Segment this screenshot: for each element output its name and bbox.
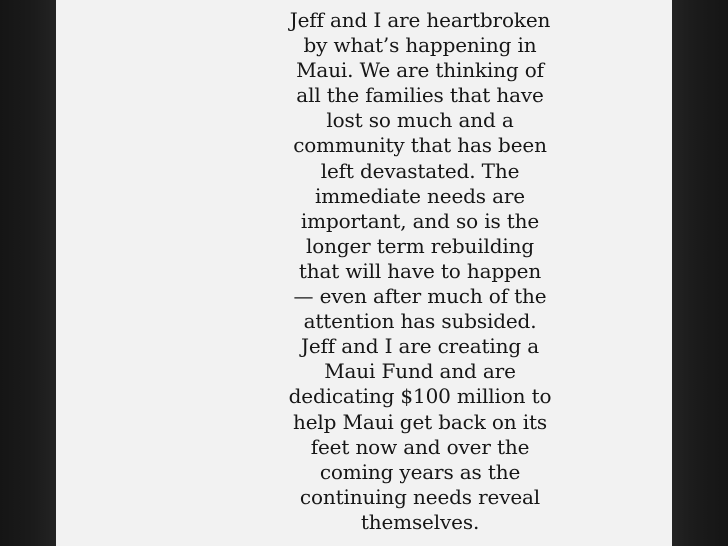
left-dark-border xyxy=(0,0,56,546)
statement-line-6: community that has been xyxy=(293,133,547,158)
statement-line-5: lost so much and a xyxy=(326,108,514,133)
statement-line-15: Maui Fund and are xyxy=(324,359,516,384)
statement-line-13: attention has subsided. xyxy=(303,309,537,334)
statement-line-19: coming years as the xyxy=(319,459,521,484)
statement-line-18: feet now and over the xyxy=(310,434,530,459)
statement-line-12: — even after much of the xyxy=(293,284,547,309)
statement-line-8: immediate needs are xyxy=(315,183,525,208)
statement-line-16: dedicating $100 million to xyxy=(288,384,552,409)
statement-line-21: themselves. xyxy=(360,509,480,534)
statement-line-14: Jeff and I are creating a xyxy=(300,334,540,359)
statement-line-3: Maui. We are thinking of xyxy=(296,58,544,83)
statement-line-17: help Maui get back on its xyxy=(293,409,547,434)
statement-text xyxy=(288,8,552,535)
statement-line-1: Jeff and I are heartbroken xyxy=(289,8,551,32)
right-dark-border xyxy=(672,0,728,546)
statement-panel xyxy=(56,0,672,546)
statement-line-10: longer term rebuilding xyxy=(305,233,535,258)
statement-line-4: all the families that have xyxy=(296,83,544,108)
statement-line-9: important, and so is the xyxy=(300,208,540,233)
statement-line-7: left devastated. The xyxy=(320,158,520,183)
statement-line-2: by what’s happening in xyxy=(303,33,537,58)
statement-line-11: that will have to happen xyxy=(298,258,542,283)
statement-line-20: continuing needs reveal xyxy=(299,484,541,509)
